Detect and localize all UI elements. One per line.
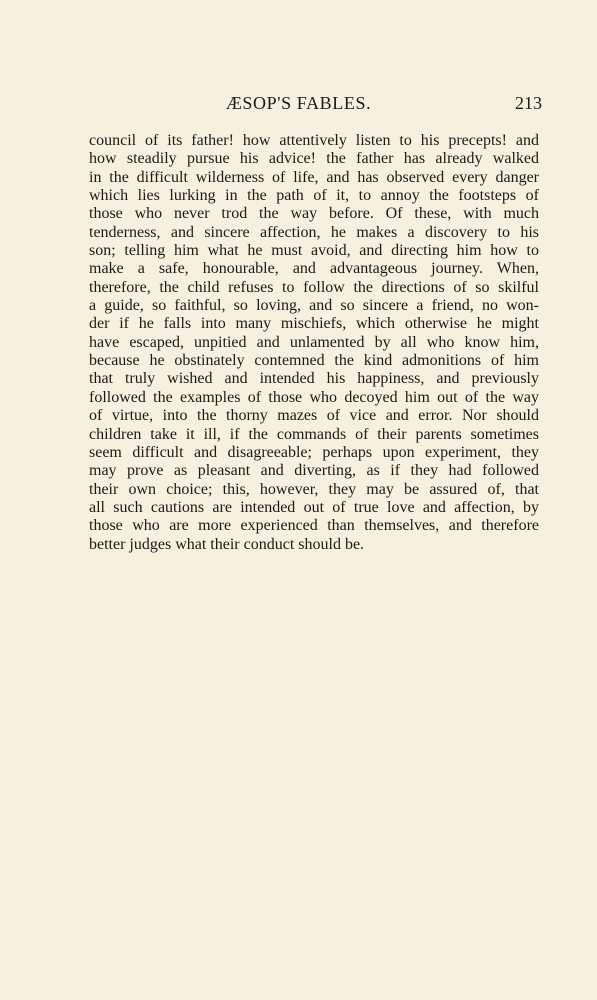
text-line: seem difficult and disagreeable; perhaps upon experiment, they bbox=[89, 443, 539, 461]
text-line: tenderness, and sincere affection, he makes a discovery to his bbox=[89, 223, 539, 241]
text-line: which lies lurking in the path of it, to annoy the footsteps of bbox=[89, 187, 539, 205]
text-line: how steadily pursue his advice! the father has already walked bbox=[89, 150, 539, 168]
running-title: ÆSOP'S FABLES. bbox=[225, 93, 372, 113]
text-line: their own choice; this, however, they may be assured of, that bbox=[89, 480, 539, 498]
text-line: that truly wished and intended his happiness, and previously bbox=[89, 370, 539, 388]
text-line: better judges what their conduct should be. bbox=[89, 535, 365, 553]
page-number: 213 bbox=[515, 93, 542, 113]
text-line: those who are more experienced than themselves, and therefore bbox=[89, 517, 539, 535]
text-line: may prove as pleasant and diverting, as if they had followed bbox=[89, 462, 539, 480]
text-line: council of its father! how attentively listen to his precepts! and bbox=[89, 132, 539, 149]
text-line: those who never trod the way before. Of these, with much bbox=[89, 205, 539, 223]
text-line: der if he falls into many mischiefs, which otherwise he might bbox=[89, 315, 539, 333]
text-line: therefore, the child refuses to follow the directions of so skilful bbox=[89, 278, 539, 296]
text-line: in the difficult wilderness of life, and has observed every danger bbox=[89, 168, 539, 186]
text-line: because he obstinately contemned the kind admonitions of him bbox=[89, 352, 539, 370]
text-line: a guide, so faithful, so loving, and so sincere a friend, no won- bbox=[89, 297, 539, 315]
text-line: have escaped, unpitied and unlamented by all who know him, bbox=[89, 333, 539, 351]
body-text bbox=[89, 132, 539, 554]
text-line: son; telling him what he must avoid, and directing him how to bbox=[89, 242, 539, 260]
text-line: make a safe, honourable, and advantageous journey. When, bbox=[89, 260, 539, 278]
text-line: of virtue, into the thorny mazes of vice and error. Nor should bbox=[89, 407, 539, 425]
text-line: followed the examples of those who decoyed him out of the way bbox=[89, 388, 539, 406]
running-head bbox=[0, 92, 597, 116]
text-line: all such cautions are intended out of true love and affection, by bbox=[89, 498, 539, 516]
text-line: children take it ill, if the commands of their parents sometimes bbox=[89, 425, 539, 443]
